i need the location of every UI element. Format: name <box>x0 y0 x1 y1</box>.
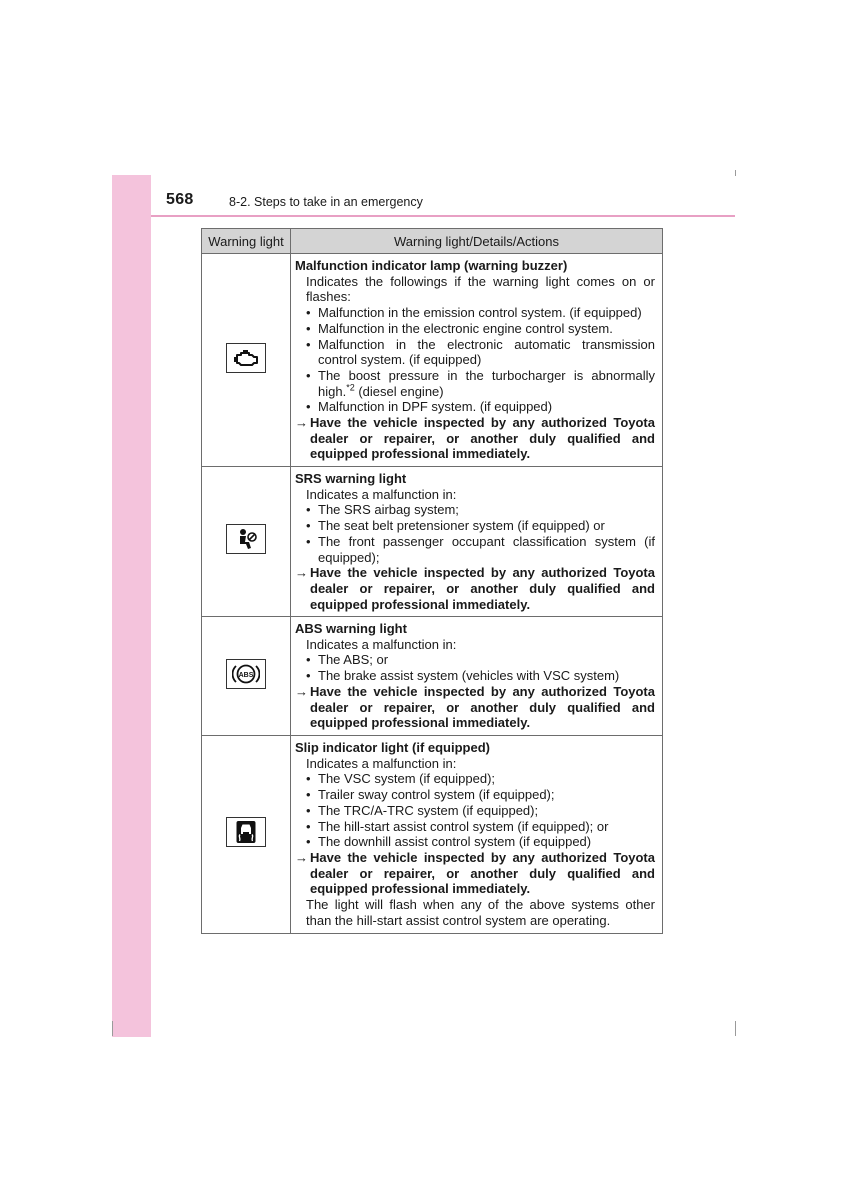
trim-mark-left-bottom <box>112 1021 113 1036</box>
footnote-tail: (diesel engine) <box>354 383 444 399</box>
column-header-details: Warning light/Details/Actions <box>291 229 663 254</box>
row-title: SRS warning light <box>295 471 407 486</box>
list-item: • Malfunction in the electronic automatic transmission control system. (if equipped) <box>306 337 655 368</box>
icon-cell <box>202 467 291 617</box>
engine-icon <box>226 343 266 373</box>
row-title: Slip indicator light (if equipped) <box>295 740 490 755</box>
table-row <box>202 254 663 467</box>
details-cell <box>291 617 663 736</box>
list-item: • The downhill assist control system (if equipped) <box>306 834 655 850</box>
header-rule <box>151 215 735 217</box>
icon-cell <box>202 254 291 467</box>
warning-light-table <box>201 228 663 934</box>
arrow-icon: → <box>295 415 308 431</box>
table-row <box>202 736 663 934</box>
action-label: Have the vehicle inspected by any authorized Toyota dealer or repairer, or another duly qualified and equipped professional immediately. <box>310 849 655 897</box>
action-text <box>295 565 655 612</box>
column-header-warning-light: Warning light <box>202 229 291 254</box>
details-cell <box>291 467 663 617</box>
row-note: The light will flash when any of the above systems other than the hill-start assist control system are operating. <box>306 897 655 928</box>
trim-mark-top <box>735 170 736 176</box>
icon-cell <box>202 736 291 934</box>
arrow-icon: → <box>295 683 308 699</box>
list-item: • Malfunction in DPF system. (if equipped) <box>306 399 655 415</box>
list-item: • The SRS airbag system; <box>306 502 655 518</box>
abs-icon-text: ABS <box>238 671 254 679</box>
list-item: • Trailer sway control system (if equipped); <box>306 787 655 803</box>
bullet-list <box>295 305 655 415</box>
list-item: • The ABS; or <box>306 652 655 668</box>
bullet-list <box>295 502 655 565</box>
bullet-list <box>295 652 655 683</box>
list-item: • The brake assist system (vehicles with VSC system) <box>306 668 655 684</box>
list-item: • The front passenger occupant classification system (if equipped); <box>306 534 655 565</box>
action-label: Have the vehicle inspected by any authorized Toyota dealer or repairer, or another duly qualified and equipped professional immediately. <box>310 415 655 462</box>
details-cell <box>291 254 663 467</box>
list-item <box>306 368 655 399</box>
action-label: Have the vehicle inspected by any authorized Toyota dealer or repairer, or another duly qualified and equipped professional immediately. <box>310 565 655 612</box>
row-title: ABS warning light <box>295 621 407 636</box>
row-intro: Indicates a malfunction in: <box>306 755 457 771</box>
bullet-list <box>295 771 655 850</box>
arrow-icon: → <box>295 565 308 581</box>
details-cell <box>291 736 663 934</box>
slip-indicator-icon <box>226 817 266 847</box>
table-header-row <box>202 229 663 254</box>
row-title: Malfunction indicator lamp (warning buzzer) <box>295 258 568 273</box>
list-item-text: The boost pressure in the turbocharger is abnormally high. <box>318 367 655 399</box>
table-row <box>202 467 663 617</box>
action-text <box>295 684 655 731</box>
footnote-mark: *2 <box>346 382 355 393</box>
list-item: • The TRC/A-TRC system (if equipped); <box>306 803 655 819</box>
list-item: • Malfunction in the electronic engine control system. <box>306 321 655 337</box>
icon-cell <box>202 617 291 736</box>
side-tab <box>112 175 151 1037</box>
trim-mark-right-bottom <box>735 1021 736 1036</box>
row-intro: Indicates the followings if the warning light comes on or flashes: <box>306 273 655 305</box>
arrow-icon: → <box>295 849 308 865</box>
list-item: • The seat belt pretensioner system (if equipped) or <box>306 518 655 534</box>
table-row <box>202 617 663 736</box>
row-intro: Indicates a malfunction in: <box>306 486 457 502</box>
action-label: Have the vehicle inspected by any authorized Toyota dealer or repairer, or another duly qualified and equipped professional immediately. <box>310 683 655 731</box>
section-title: 8-2. Steps to take in an emergency <box>229 195 423 209</box>
abs-icon <box>226 659 266 689</box>
list-item: • Malfunction in the emission control system. (if equipped) <box>306 305 655 321</box>
list-item: • The VSC system (if equipped); <box>306 771 655 787</box>
action-text <box>295 850 655 897</box>
page-number: 568 <box>166 191 194 208</box>
list-item: • The hill-start assist control system (if equipped); or <box>306 819 655 835</box>
action-text <box>295 415 655 462</box>
row-intro: Indicates a malfunction in: <box>306 636 457 652</box>
srs-airbag-icon <box>226 524 266 554</box>
